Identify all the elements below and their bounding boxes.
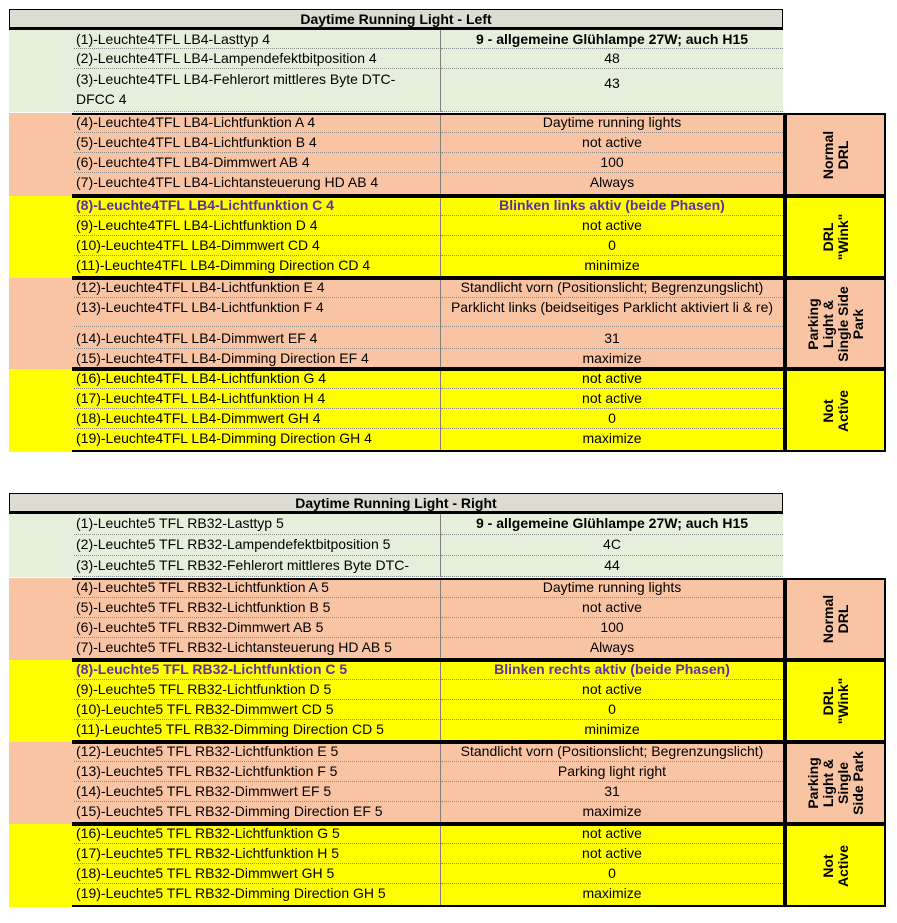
table-row [9,720,783,742]
left-table [9,9,886,452]
side-label [821,130,851,178]
row-label-line1: (3)-Leuchte4TFL LB4-Fehlerort mittleres Byte DTC- [76,71,396,87]
row-value: 0 [441,700,783,720]
table-row [9,782,783,802]
row-value: 100 [441,618,783,638]
row-label: (15)-Leuchte5 TFL RB32-Dimming Direction EF 5 [74,802,441,824]
side-line: Normal [819,130,836,179]
row-label: (12)-Leuchte5 TFL RB32-Lichtfunktion E 5 [74,742,441,762]
row-value: not active [441,598,783,618]
side-label [806,286,866,361]
row-value: maximize [441,349,783,369]
row-value: Parklicht links (beidseitiges Parklicht aktiviert li & re) [441,298,783,327]
table-row [9,369,783,389]
row-label: (14)-Leuchte5 TFL RB32-Dimmwert EF 5 [74,782,441,802]
row-value: Always [441,173,783,196]
row-value: 0 [441,864,783,884]
table-row [9,556,783,577]
table-row [9,638,783,660]
table-row [9,660,783,680]
table-row [9,278,783,298]
side-line: DRL [834,140,851,169]
left-bank-4-side [785,369,886,452]
row-label: (3)-Leuchte5 TFL RB32-Fehlerort mittleres Byte DTC- [74,556,441,577]
row-value: not active [441,844,783,864]
table-row [9,113,783,133]
left-table-title: Daytime Running Light - Left [9,9,783,28]
row-label: (6)-Leuchte5 TFL RB32-Dimmwert AB 5 [74,618,441,638]
row-value: minimize [441,720,783,742]
table-row [9,762,783,782]
table-row [9,409,783,429]
table-row [9,196,783,216]
side-line: Light & [819,758,836,808]
table-row [9,700,783,720]
row-label: (13)-Leuchte4TFL LB4-Lichtfunktion F 4 [74,298,441,327]
row-label: (19)-Leuchte5 TFL RB32-Dimming Direction GH 5 [74,884,441,907]
side-line: Single [834,761,851,805]
row-value: not active [441,824,783,844]
side-label [821,214,851,261]
side-line: Active [834,844,851,887]
row-value: 100 [441,153,783,173]
row-label: (14)-Leuchte4TFL LB4-Dimmwert EF 4 [74,327,441,349]
row-label: (2)-Leuchte5 TFL RB32-Lampendefektbitposition 5 [74,535,441,556]
table-row [9,236,783,256]
table-row [9,535,783,556]
row-value: maximize [441,802,783,824]
row-value: Daytime running lights [441,578,783,598]
row-value: 31 [441,327,783,349]
row-label: (16)-Leuchte4TFL LB4-Lichtfunktion G 4 [74,369,441,389]
table-row [9,389,783,409]
row-value: Blinken links aktiv (beide Phasen) [441,196,783,216]
row-value: 43 [441,69,783,112]
row-value: 0 [441,236,783,256]
row-value: Blinken rechts aktiv (beide Phasen) [441,660,783,680]
table-row [9,864,783,884]
row-value: Standlicht vorn (Positionslicht; Begrenzungslicht) [441,742,783,762]
table-row [9,802,783,824]
row-label: (11)-Leuchte4TFL LB4-Dimming Direction CD 4 [74,256,441,278]
side-line: Parking [804,297,821,350]
table-row [9,598,783,618]
row-label: (6)-Leuchte4TFL LB4-Dimmwert AB 4 [74,153,441,173]
side-line: DRL [819,222,836,252]
row-label: (13)-Leuchte5 TFL RB32-Lichtfunktion F 5 [74,762,441,782]
right-table-title: Daytime Running Light - Right [9,493,783,512]
table-row [9,133,783,153]
right-bank-4-side [785,824,886,907]
row-value: not active [441,389,783,409]
row-label: (4)-Leuchte4TFL LB4-Lichtfunktion A 4 [74,113,441,133]
row-label: (18)-Leuchte5 TFL RB32-Dimmwert GH 5 [74,864,441,884]
row-label: (4)-Leuchte5 TFL RB32-Lichtfunktion A 5 [74,578,441,598]
side-label [821,678,851,725]
row-value: Always [441,638,783,660]
row-label: (15)-Leuchte4TFL LB4-Dimming Direction EF 4 [74,349,441,369]
table-row [9,349,783,369]
table-row [9,884,783,907]
side-line: Light & [819,299,836,348]
side-label [821,595,851,643]
row-label: (17)-Leuchte5 TFL RB32-Lichtfunktion H 5 [74,844,441,864]
left-bank-3-side [785,278,886,369]
row-label: (5)-Leuchte5 TFL RB32-Lichtfunktion B 5 [74,598,441,618]
side-label [821,844,851,886]
row-label: (11)-Leuchte5 TFL RB32-Dimming Direction CD 5 [74,720,441,742]
right-bank-1-side [785,578,886,660]
table-row [9,173,783,196]
row-value: not active [441,369,783,389]
side-line: "Wink" [834,677,851,725]
side-line: "Wink" [834,213,851,261]
row-label: (9)-Leuchte4TFL LB4-Lichtfunktion D 4 [74,216,441,236]
table-row [9,216,783,236]
row-value: Parking light right [441,762,783,782]
row-value: 48 [441,49,783,69]
table-row [9,28,783,49]
row-value: 9 - allgemeine Glühlampe 27W; auch H15 [441,30,783,49]
side-line: Parking [804,757,821,809]
row-value: Daytime running lights [441,113,783,133]
table-row [9,680,783,700]
row-label: (1)-Leuchte5 TFL RB32-Lasttyp 5 [74,514,441,535]
table-row [9,512,783,535]
row-label: (10)-Leuchte4TFL LB4-Dimmwert CD 4 [74,236,441,256]
side-line: Active [834,389,851,432]
row-label: (19)-Leuchte4TFL LB4-Dimming Direction GH 4 [74,429,441,452]
left-bank-2-side [785,196,886,278]
row-label: (2)-Leuchte4TFL LB4-Lampendefektbitposition 4 [74,49,441,69]
row-label: (9)-Leuchte5 TFL RB32-Lichtfunktion D 5 [74,680,441,700]
left-bank-1-side [785,113,886,196]
row-label [74,69,441,112]
row-label: (8)-Leuchte5 TFL RB32-Lichtfunktion C 5 [74,660,441,680]
row-label: (8)-Leuchte4TFL LB4-Lichtfunktion C 4 [74,196,441,216]
table-row [9,327,783,349]
table-row [9,824,783,844]
right-bank-2-side [785,660,886,742]
row-value: 44 [441,556,783,577]
row-value: 9 - allgemeine Glühlampe 27W; auch H15 [441,514,783,535]
row-value: maximize [441,429,783,452]
table-row [9,844,783,864]
table-row [9,49,783,69]
table-row [9,742,783,762]
side-label [806,751,866,815]
side-line: Not [819,853,836,878]
table-row [9,429,783,452]
row-label: (10)-Leuchte5 TFL RB32-Dimmwert CD 5 [74,700,441,720]
row-value: Standlicht vorn (Positionslicht; Begrenzungslicht) [441,278,783,298]
row-value: not active [441,680,783,700]
row-value: minimize [441,256,783,278]
row-value: 31 [441,782,783,802]
side-line: Not [819,398,836,423]
row-label: (7)-Leuchte4TFL LB4-Lichtansteuerung HD AB 4 [74,173,441,196]
row-label: (12)-Leuchte4TFL LB4-Lichtfunktion E 4 [74,278,441,298]
row-label: (7)-Leuchte5 TFL RB32-Lichtansteuerung HD AB 5 [74,638,441,660]
table-row [9,153,783,173]
right-table [9,493,886,911]
row-label-line2: DFCC 4 [76,91,127,107]
side-line: Normal [819,594,836,644]
row-value: 4C [441,535,783,556]
side-label [821,389,851,431]
side-line: Park [849,308,866,339]
row-label: (1)-Leuchte4TFL LB4-Lasttyp 4 [74,30,441,49]
row-label: (16)-Leuchte5 TFL RB32-Lichtfunktion G 5 [74,824,441,844]
side-line: Side Park [849,751,866,815]
row-label: (18)-Leuchte4TFL LB4-Dimmwert GH 4 [74,409,441,429]
side-line: Single Side [834,285,851,362]
side-line: DRL [834,604,851,634]
right-bank-3-side [785,742,886,824]
row-label: (5)-Leuchte4TFL LB4-Lichtfunktion B 4 [74,133,441,153]
table-row [9,578,783,598]
row-value: not active [441,216,783,236]
table-row [9,298,783,327]
side-line: DRL [819,686,836,716]
row-label: (17)-Leuchte4TFL LB4-Lichtfunktion H 4 [74,389,441,409]
row-value: not active [441,133,783,153]
row-value: maximize [441,884,783,907]
table-row [9,256,783,278]
row-value: 0 [441,409,783,429]
table-row [9,618,783,638]
table-row [9,69,783,112]
